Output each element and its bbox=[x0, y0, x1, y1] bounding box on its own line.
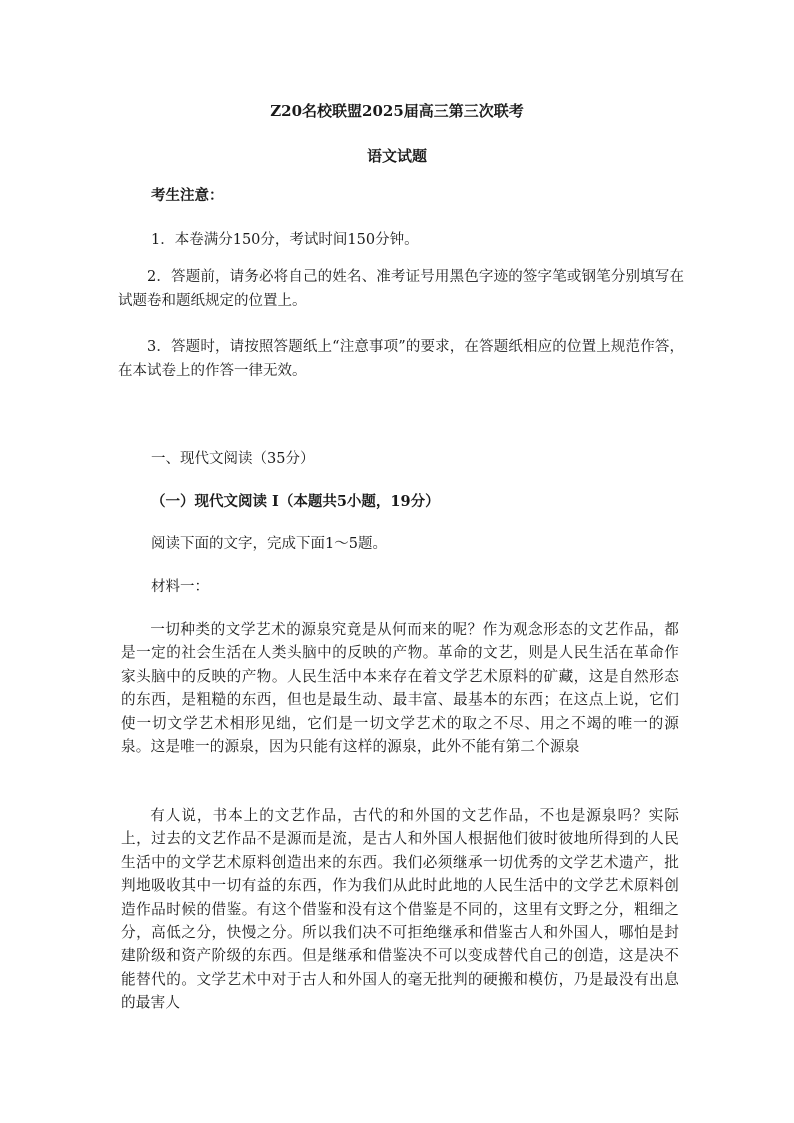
exam-title: Z20名校联盟2025届高三第三次联考 bbox=[270, 102, 524, 120]
notice-heading: 考生注意： bbox=[151, 187, 224, 204]
notice-item-1: 1．本卷满分150分，考试时间150分钟。 bbox=[151, 232, 419, 248]
reading-instruction: 阅读下面的文字，完成下面1～5题。 bbox=[151, 536, 387, 552]
notice-item-2: 2．答题前，请务必将自己的姓名、准考证号用黑色字迹的签字笔或钢笔分别填写在试题卷和题纸规定的位置上。 bbox=[118, 269, 684, 309]
material-paragraph-1: 一切种类的文学艺术的源泉究竟是从何而来的呢？作为观念形态的文艺作品，都是一定的社会生活在人类头脑中的反映的产物。革命的文艺，则是人民生活在革命作家头脑中的反映的产物。人民生活中本来存在着文学艺术原料的矿藏，这是自然形态的东西，是粗糙的东西，但也是最生动、最丰富、最基本的东西；在这点上说，它们使一切文学艺术相形见绌，它们是一切文学艺术的取之不尽、用之不竭的唯一的源泉。这是唯一的源泉，因为只能有这样的源泉，此外不能有第二个源泉 bbox=[121, 621, 679, 756]
material-label: 材料一： bbox=[151, 579, 209, 595]
notice-item-3: 3．答题时，请按照答题纸上“注意事项”的要求，在答题纸相应的位置上规范作答，在本试卷上的作答一律无效。 bbox=[118, 339, 684, 379]
section-heading: 一、现代文阅读（35分） bbox=[151, 451, 315, 467]
subject-title: 语文试题 bbox=[366, 147, 427, 165]
material-paragraph-2: 有人说，书本上的文艺作品，古代的和外国的文艺作品，不也是源泉吗？实际上，过去的文艺作品不是源而是流，是古人和外国人根据他们彼时彼地所得到的人民生活中的文学艺术原料创造出来的东西。我们必须继承一切优秀的文学艺术遗产，批判地吸收其中一切有益的东西，作为我们从此时此地的人民生活中的文学艺术原料创造作品时候的借鉴。有这个借鉴和没有这个借鉴是不同的，这里有文野之分，粗细之分，高低之分，快慢之分。所以我们决不可拒绝继承和借鉴古人和外国人，哪怕是封建阶级和资产阶级的东西。但是继承和借鉴决不可以变成替代自己的创造，这是决不能替代的。文学艺术中对于古人和外国人的毫无批判的硬搬和模仿，乃是最没有出息的最害人 bbox=[121, 807, 679, 1012]
section-subheading: （一）现代文阅读 I（本题共5小题，19分） bbox=[151, 493, 440, 510]
